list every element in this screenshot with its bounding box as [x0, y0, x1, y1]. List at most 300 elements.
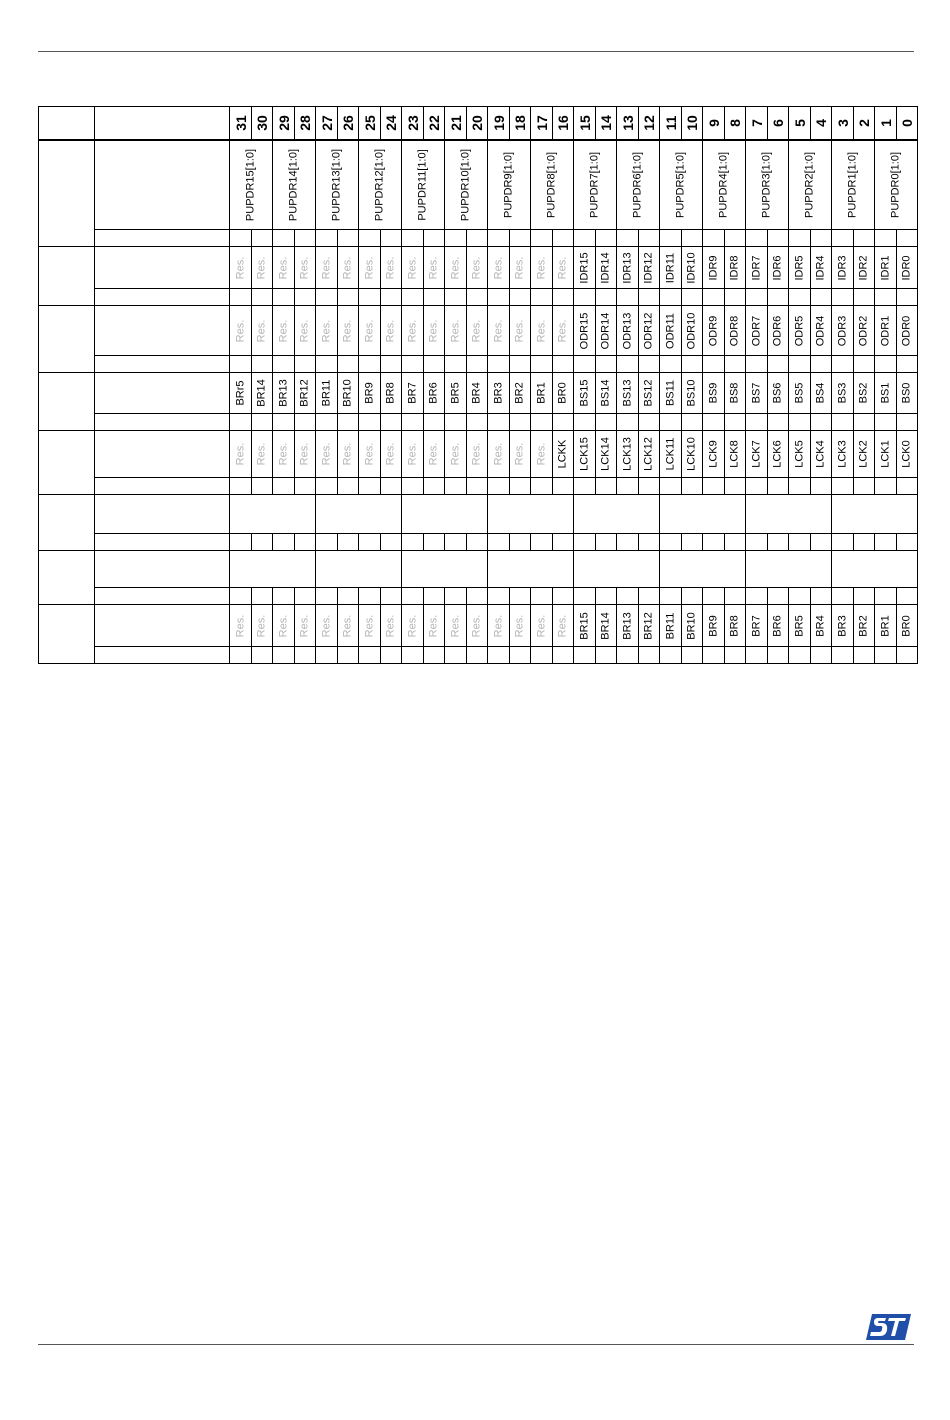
bit-field-label: IDR9 — [707, 254, 719, 281]
reset-bit-cell — [402, 534, 424, 551]
bit-field-cell — [402, 605, 424, 647]
bit-field-cell — [811, 247, 832, 289]
bit-number: 20 — [469, 114, 485, 131]
bit-field-cell — [230, 431, 252, 478]
bit-field-label: Res. — [449, 256, 461, 279]
bit-field-label: ODR6 — [771, 315, 784, 346]
bit-field-cell — [381, 373, 402, 414]
bit-field-label: PUPDR2[1:0] — [803, 151, 816, 218]
bit-field-cell — [660, 373, 682, 414]
bit-field-cell — [402, 495, 488, 534]
bit-field-label: BS0 — [900, 382, 913, 404]
bit-field-label: BR11 — [320, 379, 332, 407]
bit-field-cell — [768, 605, 789, 647]
register-name-cell — [95, 431, 230, 478]
bit-field-cell — [703, 247, 725, 289]
bit-field-cell — [467, 373, 488, 414]
bit-field-label: Res. — [449, 614, 461, 637]
bit-number-cell — [682, 107, 703, 140]
reset-bit-cell — [639, 289, 660, 306]
bit-field-cell — [832, 247, 854, 289]
bit-field-label: ODR15 — [578, 312, 590, 349]
bottom-rule — [38, 1344, 914, 1345]
bit-field-cell — [273, 306, 295, 356]
reset-bit-cell — [811, 356, 832, 373]
bit-field-label: BR8 — [384, 382, 397, 404]
bit-field-cell — [338, 431, 359, 478]
reset-bit-cell — [381, 588, 402, 605]
register-name-cell — [95, 551, 230, 588]
bit-number-cell — [445, 107, 467, 140]
reset-bit-cell — [273, 647, 295, 664]
reset-bit-cell — [338, 647, 359, 664]
bit-number: 23 — [404, 114, 421, 131]
register-name-cell — [95, 605, 230, 647]
bit-field-label: PUPDR4[1:0] — [717, 151, 730, 218]
bit-field-label: Res. — [298, 442, 311, 466]
bit-field-label: IDR8 — [728, 254, 741, 281]
register-name-cell — [95, 373, 230, 414]
reset-bit-cell — [424, 478, 445, 495]
bit-number-cell — [402, 107, 424, 140]
bit-number-cell — [639, 107, 660, 140]
reset-bit-cell — [875, 414, 897, 431]
bit-field-cell — [445, 373, 467, 414]
bit-field-cell — [488, 495, 574, 534]
reset-bit-cell — [574, 534, 596, 551]
bit-field-label: ODR10 — [685, 312, 698, 349]
bit-number-cell — [574, 107, 596, 140]
bit-field-cell — [359, 373, 381, 414]
reset-bit-cell — [381, 230, 402, 247]
reset-bit-cell — [746, 230, 768, 247]
reset-bit-cell — [746, 414, 768, 431]
reset-bit-cell — [553, 647, 574, 664]
reset-bit-cell — [338, 289, 359, 306]
reset-bit-cell — [660, 289, 682, 306]
bit-field-label: BR2 — [857, 614, 870, 637]
reset-bit-cell — [553, 478, 574, 495]
reset-bit-cell — [639, 478, 660, 495]
bit-field-label: Res. — [556, 256, 569, 279]
bit-field-cell — [746, 140, 789, 230]
bit-field-cell — [875, 605, 897, 647]
reset-bit-cell — [488, 414, 510, 431]
bit-field-label: BR14 — [599, 611, 612, 640]
bit-field-cell — [574, 551, 660, 588]
reset-bit-cell — [811, 647, 832, 664]
bit-number: 14 — [598, 114, 614, 131]
bit-field-cell — [359, 431, 381, 478]
bit-field-cell — [510, 373, 531, 414]
bit-number: 16 — [555, 114, 571, 131]
bit-number: 27 — [318, 114, 335, 131]
bit-field-label: Res. — [341, 442, 354, 466]
bit-number-cell — [553, 107, 574, 140]
reset-bit-cell — [897, 356, 918, 373]
bit-field-cell — [510, 306, 531, 356]
reset-bit-cell — [703, 356, 725, 373]
reset-bit-cell — [252, 289, 273, 306]
bit-field-cell — [746, 373, 768, 414]
bit-field-label: ODR0 — [900, 315, 913, 346]
bit-field-cell — [854, 605, 875, 647]
reset-bit-cell — [531, 230, 553, 247]
bit-field-cell — [338, 306, 359, 356]
reset-bit-cell — [316, 289, 338, 306]
bit-field-cell — [316, 373, 338, 414]
bit-field-cell — [682, 306, 703, 356]
reset-bit-cell — [316, 647, 338, 664]
bit-number-cell — [488, 107, 510, 140]
bit-field-label: Res. — [492, 442, 504, 466]
bit-field-label: BR5 — [793, 614, 805, 637]
bit-field-cell — [639, 247, 660, 289]
bit-field-cell — [875, 373, 897, 414]
bit-field-cell — [445, 306, 467, 356]
reset-bit-cell — [875, 289, 897, 306]
bit-field-label: Res. — [341, 319, 354, 342]
reset-bit-cell — [295, 230, 316, 247]
reset-bit-cell — [875, 478, 897, 495]
reset-bit-cell — [252, 588, 273, 605]
reset-bit-cell — [402, 647, 424, 664]
bit-field-cell — [553, 373, 574, 414]
offset-cell — [39, 431, 95, 495]
bit-number-cell — [359, 107, 381, 140]
bit-field-label: Res. — [470, 614, 483, 637]
bit-number-cell — [510, 107, 531, 140]
bit-field-label: Res. — [298, 256, 311, 279]
bit-field-cell — [531, 306, 553, 356]
bit-number: 19 — [490, 114, 507, 131]
reset-bit-cell — [488, 478, 510, 495]
bit-field-label: LCK7 — [750, 440, 762, 468]
reset-bit-cell — [660, 356, 682, 373]
reset-bit-cell — [725, 356, 746, 373]
bit-field-label: IDR6 — [771, 254, 784, 281]
bit-field-cell — [273, 247, 295, 289]
bit-field-label: IDR12 — [642, 251, 655, 284]
reset-bit-cell — [488, 230, 510, 247]
bit-field-label: IDR2 — [857, 254, 870, 281]
register-name-cell — [95, 247, 230, 289]
reset-bit-cell — [359, 647, 381, 664]
reset-bit-cell — [660, 647, 682, 664]
bit-field-label: IDR5 — [793, 254, 805, 281]
reset-bit-cell — [230, 647, 252, 664]
bit-field-label: LCK5 — [793, 440, 805, 468]
bit-number: 3 — [834, 118, 851, 127]
reset-bit-cell — [553, 230, 574, 247]
reset-bit-cell — [617, 414, 639, 431]
st-logo-icon — [866, 1311, 912, 1343]
bit-field-cell — [230, 373, 252, 414]
bit-field-cell — [832, 431, 854, 478]
bit-field-cell — [660, 431, 682, 478]
reset-bit-cell — [467, 356, 488, 373]
bit-field-cell — [832, 373, 854, 414]
bit-field-label: BS15 — [578, 379, 590, 407]
reset-bit-cell — [682, 289, 703, 306]
bit-field-cell — [789, 306, 811, 356]
bit-field-cell — [897, 306, 918, 356]
bit-field-cell — [854, 431, 875, 478]
reset-bit-cell — [510, 230, 531, 247]
bit-field-label: Res. — [363, 442, 375, 466]
reset-bit-cell — [359, 588, 381, 605]
reset-value-row — [39, 588, 918, 605]
reset-bit-cell — [768, 647, 789, 664]
reset-label-cell — [95, 534, 230, 551]
bit-field-label: BS12 — [642, 379, 655, 407]
bit-field-label: PUPDR9[1:0] — [502, 151, 515, 218]
bit-field-label: LCK15 — [578, 437, 590, 471]
reset-bit-cell — [316, 356, 338, 373]
reset-bit-cell — [273, 230, 295, 247]
bit-number: 17 — [533, 114, 550, 131]
reset-bit-cell — [789, 289, 811, 306]
register-header-cell — [95, 107, 230, 140]
reset-bit-cell — [639, 356, 660, 373]
reset-bit-cell — [445, 289, 467, 306]
bit-number: 15 — [576, 114, 593, 131]
bit-field-cell — [789, 431, 811, 478]
bit-field-label: Res. — [234, 442, 246, 466]
reset-bit-cell — [402, 230, 424, 247]
bit-field-cell — [467, 605, 488, 647]
bit-number-cell — [660, 107, 682, 140]
bit-number: 31 — [232, 114, 249, 131]
bit-field-cell — [660, 140, 703, 230]
bit-field-cell — [424, 247, 445, 289]
bit-field-cell — [295, 373, 316, 414]
bit-field-cell — [359, 247, 381, 289]
bit-field-cell — [897, 247, 918, 289]
offset-cell — [39, 551, 95, 605]
bit-field-cell — [703, 431, 725, 478]
reset-label-cell — [95, 289, 230, 306]
bit-field-label: LCK13 — [621, 437, 633, 471]
reset-bit-cell — [488, 289, 510, 306]
reset-bit-cell — [703, 588, 725, 605]
bit-field-label: BRr5 — [234, 380, 246, 406]
reset-bit-cell — [531, 534, 553, 551]
bit-field-cell — [639, 373, 660, 414]
bit-field-cell — [746, 247, 768, 289]
offset-cell — [39, 495, 95, 551]
reset-bit-cell — [467, 289, 488, 306]
reset-bit-cell — [510, 356, 531, 373]
bit-field-label: PUPDR3[1:0] — [760, 151, 773, 218]
bit-field-cell — [682, 431, 703, 478]
bit-field-label: BS5 — [793, 382, 805, 404]
bit-field-cell — [660, 551, 746, 588]
bit-number-cell — [230, 107, 252, 140]
bit-field-cell — [402, 306, 424, 356]
top-rule — [38, 51, 914, 52]
bit-field-label: BS11 — [664, 379, 676, 407]
reset-bit-cell — [875, 647, 897, 664]
bit-field-label: BS4 — [814, 382, 827, 404]
reset-bit-cell — [682, 534, 703, 551]
bit-field-label: Res. — [406, 614, 418, 637]
bit-field-cell — [230, 551, 316, 588]
bit-field-cell — [768, 373, 789, 414]
bit-field-cell — [875, 140, 918, 230]
bit-field-label: PUPDR13[1:0] — [330, 148, 343, 221]
bit-field-label: LCK6 — [771, 440, 784, 468]
reset-bit-cell — [402, 478, 424, 495]
bit-number: 22 — [426, 114, 442, 131]
register-name-cell — [95, 140, 230, 230]
reset-bit-cell — [402, 588, 424, 605]
bit-field-cell — [531, 431, 553, 478]
bit-field-cell — [531, 140, 574, 230]
reset-bit-cell — [639, 588, 660, 605]
reset-bit-cell — [660, 588, 682, 605]
reset-bit-cell — [768, 230, 789, 247]
bit-field-cell — [789, 373, 811, 414]
bit-field-label: BR8 — [728, 614, 741, 637]
reset-bit-cell — [617, 534, 639, 551]
bit-number: 28 — [297, 114, 313, 131]
reset-bit-cell — [445, 356, 467, 373]
offset-header-cell — [39, 107, 95, 140]
bit-field-label: BS13 — [621, 379, 633, 407]
bit-field-label: Res. — [556, 614, 569, 637]
reset-bit-cell — [531, 647, 553, 664]
bit-field-label: LCKK — [556, 439, 569, 469]
reset-bit-cell — [725, 478, 746, 495]
reset-bit-cell — [402, 289, 424, 306]
bit-field-label: Res. — [384, 319, 397, 342]
reset-bit-cell — [854, 414, 875, 431]
bit-field-cell — [359, 140, 402, 230]
reset-bit-cell — [424, 647, 445, 664]
reset-bit-cell — [273, 588, 295, 605]
reset-bit-cell — [617, 230, 639, 247]
bit-field-cell — [596, 431, 617, 478]
bit-field-cell — [252, 431, 273, 478]
bit-number: 1 — [877, 118, 894, 127]
bit-field-cell — [359, 306, 381, 356]
reset-bit-cell — [596, 588, 617, 605]
bit-number-cell — [467, 107, 488, 140]
bit-field-cell — [660, 605, 682, 647]
bit-field-label: BR6 — [771, 614, 784, 637]
bit-number-cell — [703, 107, 725, 140]
bit-field-cell — [725, 605, 746, 647]
bit-number: 29 — [275, 114, 292, 131]
bit-field-label: Res. — [277, 256, 289, 279]
bit-field-label: BR14 — [255, 379, 268, 407]
reset-bit-cell — [316, 230, 338, 247]
reset-bit-cell — [295, 289, 316, 306]
bit-field-label: ODR9 — [707, 315, 719, 346]
bit-field-cell — [617, 431, 639, 478]
reset-bit-cell — [639, 414, 660, 431]
bit-number: 4 — [813, 118, 829, 127]
bit-number-cell — [617, 107, 639, 140]
bit-field-label: BR15 — [578, 611, 590, 640]
reset-bit-cell — [381, 356, 402, 373]
bit-field-cell — [574, 605, 596, 647]
bit-field-cell — [832, 551, 918, 588]
reset-bit-cell — [703, 289, 725, 306]
reset-bit-cell — [488, 356, 510, 373]
reset-bit-cell — [811, 230, 832, 247]
bit-field-cell — [639, 431, 660, 478]
bit-field-cell — [768, 431, 789, 478]
reset-bit-cell — [768, 588, 789, 605]
bit-number: 9 — [705, 118, 722, 127]
bit-field-cell — [445, 431, 467, 478]
reset-bit-cell — [445, 414, 467, 431]
bit-field-label: Res. — [384, 442, 397, 466]
reset-bit-cell — [703, 230, 725, 247]
bit-number: 2 — [856, 118, 872, 127]
bit-field-cell — [230, 140, 273, 230]
reset-bit-cell — [789, 588, 811, 605]
bit-field-label: Res. — [513, 442, 526, 466]
bit-field-cell — [746, 306, 768, 356]
bit-field-label: ODR12 — [642, 312, 655, 349]
offset-cell — [39, 605, 95, 664]
bit-field-cell — [832, 495, 918, 534]
bit-field-label: Res. — [449, 442, 461, 466]
bit-field-cell — [295, 306, 316, 356]
bit-number-cell — [725, 107, 746, 140]
reset-bit-cell — [832, 414, 854, 431]
bit-field-cell — [789, 140, 832, 230]
reset-bit-cell — [682, 414, 703, 431]
bit-field-cell — [252, 247, 273, 289]
reset-bit-cell — [295, 356, 316, 373]
reset-bit-cell — [273, 356, 295, 373]
reset-bit-cell — [467, 230, 488, 247]
reset-bit-cell — [273, 414, 295, 431]
bit-field-cell — [574, 431, 596, 478]
reset-bit-cell — [424, 289, 445, 306]
reset-bit-cell — [230, 230, 252, 247]
bit-number-cell — [295, 107, 316, 140]
bit-field-label: Res. — [427, 614, 440, 637]
reset-bit-cell — [510, 588, 531, 605]
reset-bit-cell — [789, 534, 811, 551]
reset-bit-cell — [789, 230, 811, 247]
bit-field-cell — [832, 140, 875, 230]
reset-bit-cell — [295, 534, 316, 551]
reset-bit-cell — [381, 647, 402, 664]
bit-field-cell — [897, 431, 918, 478]
bit-field-label: BR9 — [707, 614, 719, 637]
register-row — [39, 495, 918, 534]
bit-field-label: BR7 — [406, 382, 418, 404]
register-row — [39, 247, 918, 289]
bit-field-cell — [811, 605, 832, 647]
reset-bit-cell — [854, 356, 875, 373]
bit-field-label: ODR14 — [599, 312, 612, 349]
bit-field-cell — [746, 431, 768, 478]
reset-bit-cell — [897, 230, 918, 247]
bit-field-cell — [553, 247, 574, 289]
bit-field-cell — [338, 247, 359, 289]
bit-field-cell — [660, 247, 682, 289]
bit-field-cell — [746, 551, 832, 588]
reset-bit-cell — [230, 588, 252, 605]
register-row — [39, 306, 918, 356]
